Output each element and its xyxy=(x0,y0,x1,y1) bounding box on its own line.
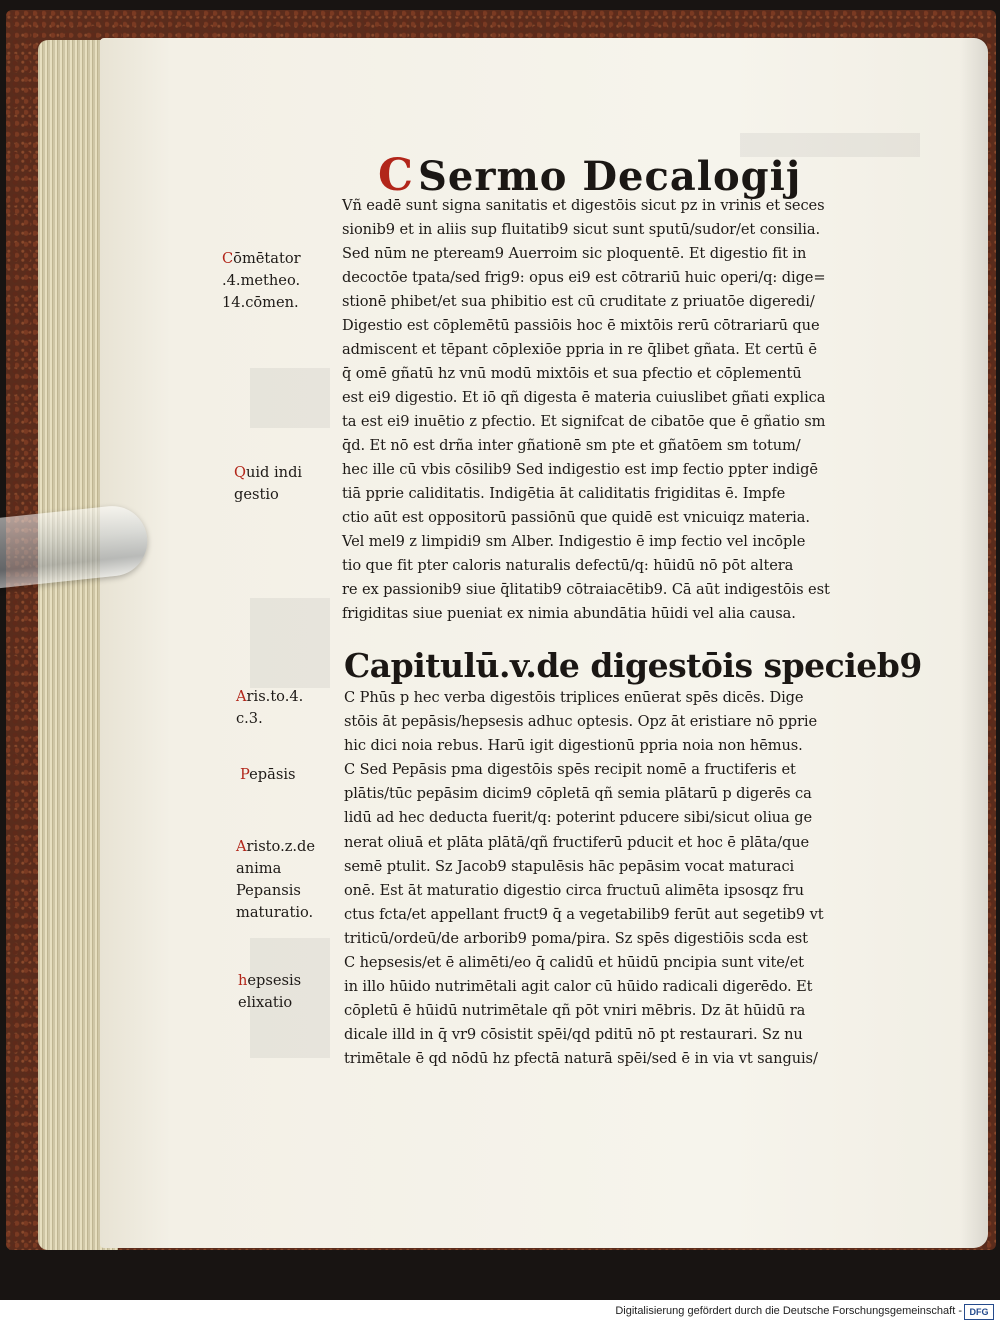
text-line: triticū/ordeū/de arborib9 poma/pira. Sz spēs digestiōis scda est xyxy=(344,929,808,947)
margin-note-line: anima xyxy=(236,860,282,877)
text-line: stōis āt pepāsis/hepsesis adhuc optesis. Opz āt eristiare nō pprie xyxy=(344,713,817,731)
text-line: nerat oliuā et plāta plātā/qñ fructiferū pducit et hoc ē plāta/que xyxy=(344,833,810,851)
text-line: est ei9 digestio. Et iō qñ digesta ē materia cuiuslibet gñati explica xyxy=(342,389,826,406)
margin-note-line: Pepansis xyxy=(236,882,301,899)
text-line: admiscent et tēpant cōplexiōe ppria in re q̄libet gñata. Et certū ē xyxy=(342,341,817,358)
text-line: cōpletū ē hūidū nutrimētale qñ pōt vniri mēbris. Dz āt hūidū ra xyxy=(344,1002,806,1020)
text-line: Vel mel9 z limpidi9 sm Alber. Indigestio ē imp fectio vel incōple xyxy=(342,533,806,550)
bleed-through xyxy=(250,368,330,428)
text-line: ta est ei9 inuētio z pfectio. Et signifcat de cibatōe que ē gñatio sm xyxy=(342,413,826,430)
text-line: stionē phibet/et sua phibitio est cū cruditate z priuatōe digeredi/ xyxy=(342,293,815,310)
page-heading-text: Sermo Decalogij xyxy=(418,153,802,200)
margin-note-line: Aris.to.4. xyxy=(236,688,304,705)
footer-credit: Digitalisierung gefördert durch die Deutsche Forschungsgemeinschaft - xyxy=(615,1305,962,1317)
text-line: decoctōe tpata/sed frig9: opus ei9 est cōtrariū huic operi/q: dige= xyxy=(342,269,826,286)
text-line: in illo hūido nutrimētali agit calor cū hūido radicali digerēdo. Et xyxy=(344,978,813,996)
margin-note-line: Quid indi xyxy=(234,464,303,481)
rubric-initial: C xyxy=(222,250,234,267)
rubric-initial: h xyxy=(238,972,248,989)
text-line: Digestio est cōplemētū passiōis hoc ē mixtōis rerū cōtrariarū que xyxy=(342,317,820,334)
text-line: ctus fcta/et appellant fruct9 q̄ a vegetabilib9 ferūt aut segetib9 vt xyxy=(344,905,824,923)
text-line: ctio aūt est oppositorū passiōnū que quidē est vnicuiqz materia. xyxy=(342,509,810,526)
body-text-block-2 xyxy=(344,686,884,1072)
text-line: q̄ omē gñatū hz vnū modū mixtōis et sua pfectio et cōplementū xyxy=(342,365,802,382)
margin-note-line: Pepāsis xyxy=(240,766,296,783)
text-line: plātis/tūc pepāsim dicim9 cōpletā qñ semia plātarū p digerēs ca xyxy=(344,785,812,803)
margin-note xyxy=(236,836,315,924)
bleed-through xyxy=(250,598,330,688)
chapter-heading: Capitulū.v.de digestōis specieb9 xyxy=(344,646,922,685)
margin-note xyxy=(222,248,301,314)
margin-note-line: Cōmētator xyxy=(222,250,301,267)
margin-note xyxy=(234,462,302,506)
text-line: C hepsesis/et ē alimēti/eo q̄ calidū et hūidū pncipia sunt vite/et xyxy=(344,954,804,972)
text-line: sionib9 et in aliis sup fluitatib9 sicut sunt sputū/sudor/et consilia. xyxy=(342,221,820,238)
text-line: lidū ad hec deducta fuerit/q: poterint pducere sibi/sicut oliua ge xyxy=(344,809,812,827)
text-line: frigiditas siue pueniat ex nimia abundātia hūidi vel alia causa. xyxy=(342,605,796,622)
footer xyxy=(0,1300,1000,1323)
text-line: dicale illd in q̄ vr9 cōsistit spēi/qd pditū nō pt restaurari. Sz nu xyxy=(344,1026,803,1044)
text-line: Sed nūm ne pteream9 Auerroim sic ploquentē. Et digestio fit in xyxy=(342,245,807,262)
text-line: tiā pprie caliditatis. Indigētia āt caliditatis frigiditas ē. Impfe xyxy=(342,485,786,502)
margin-note xyxy=(240,764,296,786)
margin-note-line: .4.metheo. xyxy=(222,272,301,289)
text-line: C Phūs p hec verba digestōis triplices enūerat spēs dicēs. Dige xyxy=(344,689,804,706)
text-line: onē. Est āt maturatio digestio circa fructuū alimēta ipsosqz fru xyxy=(344,881,804,899)
text-line: Vñ eadē sunt signa sanitatis et digestōis sicut pz in vrinis et seces xyxy=(342,197,825,214)
page-shadow xyxy=(960,38,990,1248)
text-line: q̄d. Et nō est drña inter gñationē sm pte et gñatōem sm totum/ xyxy=(342,437,801,454)
margin-note-line: 14.cōmen. xyxy=(222,294,299,311)
text-line: C Sed Pepāsis pma digestōis spēs recipit nomē a fructiferis et xyxy=(344,761,796,779)
text-line: re ex passionib9 siue q̄litatib9 cōtraiacētib9. Cā aūt indigestōis est xyxy=(342,581,830,598)
margin-note-line: gestio xyxy=(234,486,279,503)
margin-note-line: elixatio xyxy=(238,994,293,1011)
margin-note xyxy=(236,686,303,730)
page-heading xyxy=(378,150,858,200)
dfg-logo: DFG xyxy=(964,1304,994,1320)
margin-note xyxy=(238,970,301,1014)
margin-note-line: hepsesis xyxy=(238,972,302,989)
text-line: hec ille cū vbis cōsilib9 Sed indigestio est imp fectio ppter indigē xyxy=(342,461,818,478)
text-line: hic dici noia rebus. Harū igit digestionū ppria noia non hēmus. xyxy=(344,737,803,755)
text-line: trimētale ē qd nōdū hz pfectā naturā spēi/sed ē in via vt sanguis/ xyxy=(344,1050,818,1068)
rubric-initial: Q xyxy=(234,464,246,481)
margin-note-line: maturatio. xyxy=(236,904,314,921)
text-line: semē ptulit. Sz Jacob9 stapulēsis hāc pepāsim vocat maturaci xyxy=(344,857,795,875)
margin-note-line: c.3. xyxy=(236,710,263,727)
rubric-initial: P xyxy=(240,766,250,783)
rubric-mark: C xyxy=(378,150,415,201)
rubric-initial: A xyxy=(236,838,247,855)
text-line: tio que fit pter caloris naturalis defectū/q: hūidū nō pōt altera xyxy=(342,557,794,574)
body-text-block-1 xyxy=(342,194,882,626)
margin-note-line: Aristo.z.de xyxy=(236,838,316,855)
rubric-initial: A xyxy=(236,688,247,705)
